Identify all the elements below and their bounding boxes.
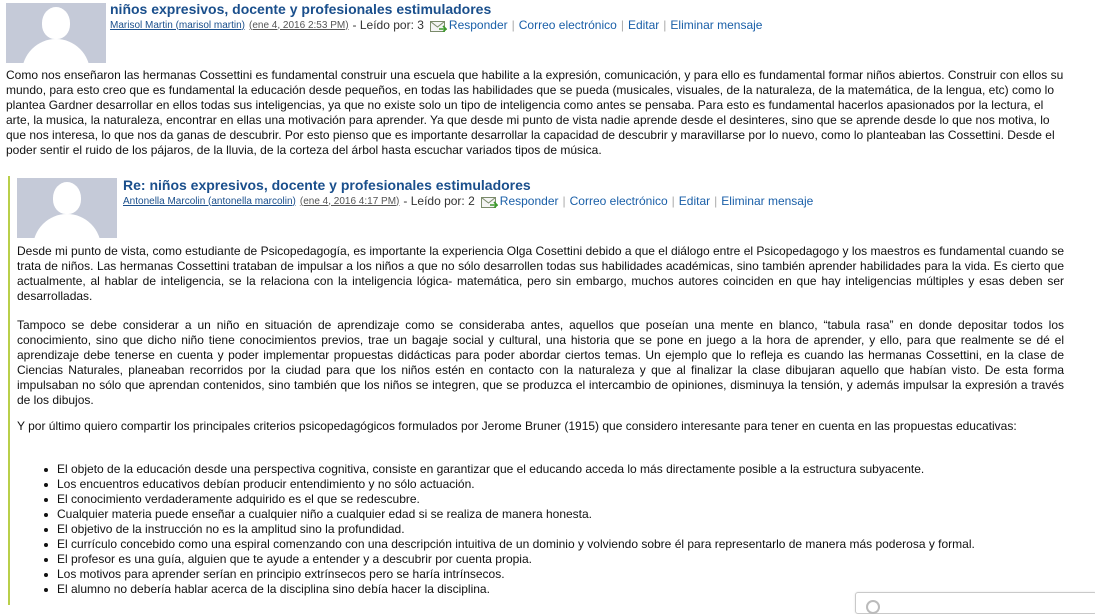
avatar-head-shape (42, 7, 70, 39)
separator: | (714, 194, 718, 208)
list-item: El conocimiento verdaderamente adquirido es el que se redescubre. (57, 492, 1077, 507)
avatar-body-shape (22, 39, 90, 63)
separator: | (562, 194, 566, 208)
list-item: Los encuentros educativos debían producir entendimiento y no sólo actuación. (57, 477, 1077, 492)
avatar (17, 178, 117, 238)
list-item: El profesor es una guía, alguien que te ayude a entender y a descubrir por cuenta propia. (57, 552, 1077, 567)
reply-paragraph: Tampoco se debe considerar a un niño en situación de aprendizaje como se consideraba antes, aquellos que poseían una mente en blanco, “tabula rasa” en donde depositar todos los conocimiento, sino que dicho niño tiene conocimientos previos, trae un bagaje social y cultural, una historia que se pone en juego a la hora de aprender, y ello, para que realmente se dé el aprendizaje debe tenerse en cuenta y poder implementar propuestas didácticas para poder abordar ciertos temas. Un ejemplo que lo refleja es cuando las hermanas Cossettini, en la clase de Ciencias Naturales, planeaban recorridos por la ciudad para que los niños estén en contacto con la naturaleza y que al finalizar la clase dibujaran aquello que habían visto. De esta forma impulsaban no sólo que aprendan contenidos, sino también que los niños se integren, que se produzca el intercambio de opiniones, disminuya la tensión, y además impulsar la expresión a través de los dibujos. (17, 318, 1064, 407)
avatar-head-shape (53, 182, 81, 214)
reply-link[interactable]: Responder (499, 194, 559, 208)
list-item: Cualquier materia puede enseñar a cualquier niño a cualquier edad si se realiza de manera honesta. (57, 507, 1077, 522)
avatar (6, 3, 106, 63)
post-original (0, 0, 1095, 170)
separator: | (511, 18, 515, 32)
floating-search-box[interactable] (855, 592, 1095, 614)
list-item: Los motivos para aprender serían en principio extrínsecos pero se haría intrínsecos. (57, 567, 1077, 582)
reply-paragraph: Desde mi punto de vista, como estudiante de Psicopedagogía, es importante la experiencia Olga Cosettini debido a que el diálogo entre el Psicopedagogo y los maestros es fundamental cuando se trata de niños. Las hermanas Cossettini trataban de impulsar a los niños a que no sólo desarrollen todas sus habilidades académicas, sino también aprender habilidades para la vida. Es cierto que actualmente, al hablar de inteligencia, se la relaciona con la inteligencia lógica- matemática, pero sin embargo, muchos autores coinciden en que hay inteligencias múltiples y esas deben ser desarrolladas. (17, 244, 1064, 303)
list-item: El currículo concebido como una espiral comenzando con una descripción intuitiva de un dominio y volviendo sobre él para representarlo de manera más poderosa y formal. (57, 537, 1077, 552)
author-link[interactable]: Marisol Martin (marisol martin) (110, 19, 246, 31)
search-icon (866, 600, 880, 614)
separator: | (663, 18, 667, 32)
edit-link[interactable]: Editar (678, 194, 711, 208)
reply-envelope-icon[interactable] (481, 195, 498, 208)
criteria-list (57, 462, 1077, 597)
separator: | (620, 18, 624, 32)
edit-link[interactable]: Editar (627, 18, 660, 32)
read-count: - Leído por: 3 (352, 18, 424, 32)
avatar-body-shape (33, 214, 101, 238)
list-item: El objetivo de la instrucción no es la amplitud sino la profundidad. (57, 522, 1077, 537)
reply-envelope-icon[interactable] (430, 19, 447, 32)
delete-link[interactable]: Eliminar mensaje (721, 194, 814, 208)
list-item: El objeto de la educación desde una perspectiva cognitiva, consiste en garantizar que el educando acceda lo más directamente posible a la estructura subyacente. (57, 462, 1077, 477)
list-item: El alumno no debería hablar acerca de la disciplina sino debía hacer la disciplina. (57, 582, 1077, 597)
read-count: - Leído por: 2 (403, 194, 475, 208)
post-title: niños expresivos, docente y profesionales estimuladores (110, 1, 492, 17)
email-link[interactable]: Correo electrónico (569, 194, 668, 208)
post-body: Como nos enseñaron las hermanas Cossettini es fundamental construir una escuela que habilite a la expresión, comunicación, y para ello es fundamental formar niños abiertos. Construir con ellos su mundo, para esto creo que es fundamental la educación desde pequeños, en todas las habilidades que se pueda (musicales, visuales, de la naturaleza, de la matemática, de la lengua, etc) como lo plantea Gardner desarrollar en ellos todas sus inteligencias, ya que no existe solo un tipo de inteligencia como antes se pensaba. Para esto es fundamental hacerlos apasionados por la lectura, el arte, la musica, la naturaleza, encontrar en ellas una motivación para aprender. Ya que desde mi punto de vista nadie aprende desde el desinteres, sino que se aprende desde lo que nos motiva, lo que nos interesa, lo que nos da ganas de descubrir. Por esto pienso que es importante desarrollar la capacidad de descubrir y maravillarse por lo nuevo, como lo planteaban las Cossettini. Desde el poder sentir el ruido de los pájaros, de la lluvia, de la corteza del árbol hasta escuchar variados tipos de música. (6, 68, 1064, 157)
post-title: Re: niños expresivos, docente y profesionales estimuladores (123, 177, 531, 193)
delete-link[interactable]: Eliminar mensaje (670, 18, 763, 32)
reply-paragraph: Y por último quiero compartir los principales criterios psicopedagógicos formulados por Jerome Bruner (1915) que considero interesante para tener en cuenta en las propuestas educativas: (17, 419, 1017, 433)
email-link[interactable]: Correo electrónico (518, 18, 617, 32)
separator: | (671, 194, 675, 208)
post-date: (ene 4, 2016 2:53 PM) (249, 19, 349, 31)
author-link[interactable]: Antonella Marcolin (antonella marcolin) (123, 195, 296, 207)
post-date: (ene 4, 2016 4:17 PM) (299, 195, 400, 207)
reply-link[interactable]: Responder (448, 18, 508, 32)
post-meta (123, 194, 813, 208)
post-meta (110, 18, 762, 32)
